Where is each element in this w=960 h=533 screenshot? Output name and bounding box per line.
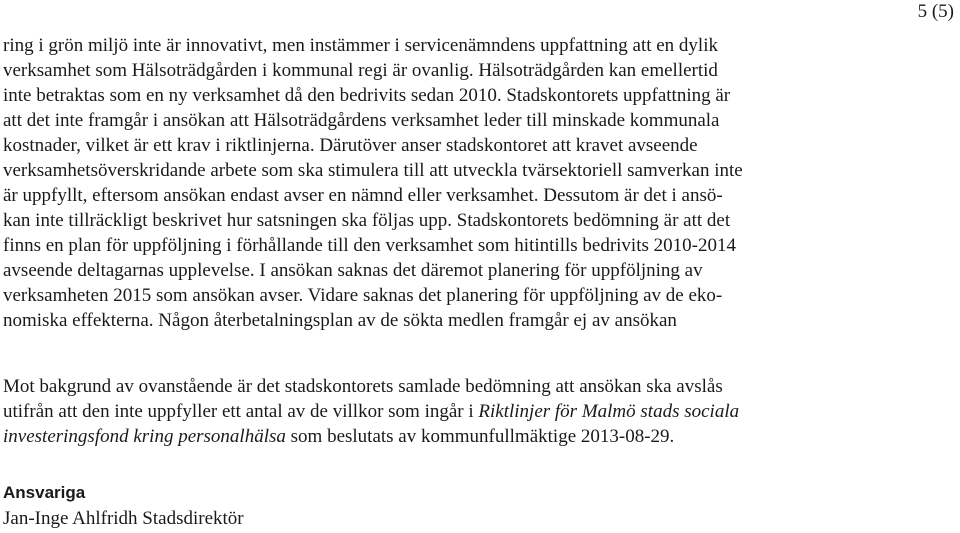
paragraph-line: är uppfyllt, eftersom ansökan endast avser en nämnd eller verksamhet. Dessutom är det i ansö- <box>3 185 723 206</box>
paragraph-line: verksamhetsöverskridande arbete som ska stimulera till att utveckla tvärsektoriell samverkan inte <box>3 160 743 181</box>
paragraph-text: utifrån att den inte uppfyller ett antal av de villkor som ingår i <box>3 401 479 422</box>
paragraph-line: Mot bakgrund av ovanstående är det stadskontorets samlade bedömning att ansökan ska avslås <box>3 376 723 397</box>
paragraph-line: nomiska effekterna. Någon återbetalningsplan av de sökta medlen framgår ej av ansökan <box>3 310 677 331</box>
paragraph-line: avseende deltagarnas upplevelse. I ansökan saknas det däremot planering för uppföljning av <box>3 260 703 281</box>
paragraph-line: inte betraktas som en ny verksamhet då den bedrivits sedan 2010. Stadskontorets uppfattning är <box>3 85 731 106</box>
paragraph-line: kan inte tillräckligt beskrivet hur satsningen ska följas upp. Stadskontorets bedömning är att det <box>3 210 731 231</box>
paragraph-line: verksamheten 2015 som ansökan avser. Vidare saknas det planering för uppföljning av de eko- <box>3 285 723 306</box>
paragraph-line: verksamhet som Hälsoträdgården i kommunal regi är ovanlig. Hälsoträdgården kan emellertid <box>3 60 718 81</box>
document-title-reference: Riktlinjer för Malmö stads sociala <box>478 401 740 422</box>
signatory-name: Jan-Inge Ahlfridh Stadsdirektör <box>3 508 244 529</box>
paragraph-line <box>3 400 739 424</box>
responsible-heading: Ansvariga <box>3 483 86 502</box>
paragraph-line: ring i grön miljö inte är innovativt, men instämmer i servicenämndens uppfattning att en dylik <box>3 35 718 56</box>
document-title-reference: investeringsfond kring personalhälsa <box>3 426 286 447</box>
paragraph-line: finns en plan för uppföljning i förhållande till den verksamhet som hitintills bedrivits 2010-2014 <box>3 235 736 256</box>
paragraph-line <box>3 425 674 449</box>
paragraph-text: som beslutats av kommunfullmäktige 2013-08-29. <box>285 426 675 447</box>
paragraph-line: kostnader, vilket är ett krav i riktlinjerna. Därutöver anser stadskontoret att kravet avseende <box>3 135 698 156</box>
paragraph-line: att det inte framgår i ansökan att Hälsoträdgårdens verksamhet leder till minskade kommunala <box>3 110 720 131</box>
page-number: 5 (5) <box>917 1 954 22</box>
